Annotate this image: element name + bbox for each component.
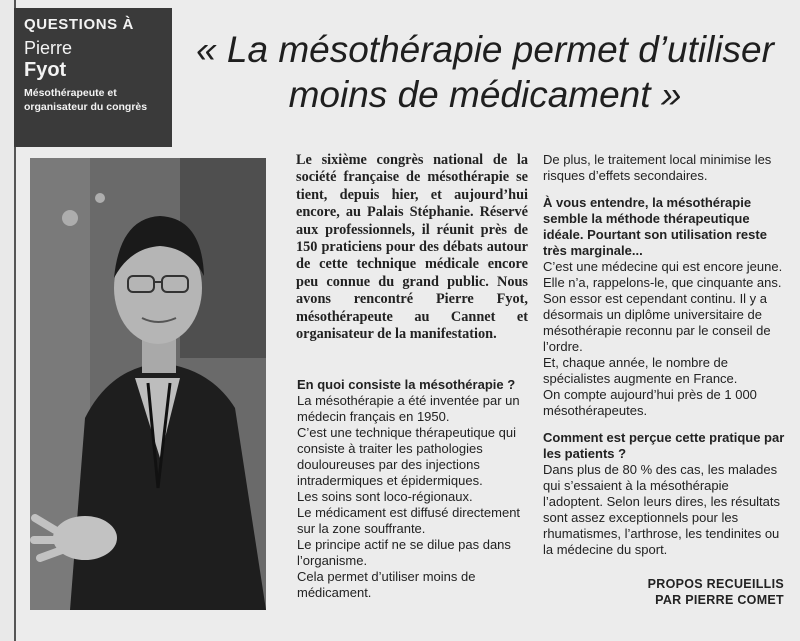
answer-1-paragraph: Cela permet d’utiliser moins de médicament.: [297, 569, 476, 600]
answer-1-paragraph: De plus, le traitement local minimise les risques d’effets secondaires.: [543, 152, 772, 183]
question-3: Comment est perçue cette pratique par les patients ?: [543, 430, 785, 461]
question-2: À vous entendre, la mésothérapie semble la méthode thérapeutique idéale. Pourtant son utilisation reste très marginale...: [543, 195, 767, 258]
answer-2-paragraph: C’est une médecine qui est encore jeune. Elle n’a, rappelons-le, que cinquante ans. Son essor est cependant continu. Il y a désormais un diplôme universitaire de mésothérapie reconnu par le conseil de l’ordre.: [543, 259, 783, 354]
portrait-illustration: [30, 158, 266, 610]
portrait-photo: [30, 158, 266, 610]
answer-1-paragraph: La mésothérapie a été inventée par un médecin français en 1950.: [297, 393, 520, 424]
right-column: [543, 152, 787, 558]
answer-1-paragraph: Le médicament est diffusé directement sur la zone souffrante.: [297, 505, 521, 536]
credit-line-2: PAR PIERRE COMET: [655, 593, 784, 607]
tag-title: QUESTIONS À: [24, 16, 134, 33]
interviewee-role: Mésothérapeute et organisateur du congrès: [24, 87, 148, 113]
answer-1-paragraph: C’est une technique thérapeutique qui consiste à traiter les pathologies douloureuses par des injections intradermiques et épidermiques.: [297, 425, 516, 488]
article-headline: « La mésothérapie permet d’utiliser moins de médicament »: [196, 29, 774, 115]
left-column: [297, 377, 529, 601]
credit-line-1: PROPOS RECUEILLIS: [647, 577, 784, 591]
answer-3-paragraph: Dans plus de 80 % des cas, les malades qui s’essaient à la mésothérapie l’adoptent. Selon leurs dires, les résultats sont assez exceptionnels pour les rhumatismes, l’arthrose, les tendinites ou la médecine du sport.: [543, 462, 781, 557]
question-1: En quoi consiste la mésothérapie ?: [297, 377, 516, 392]
answer-2-paragraph: On compte aujourd’hui près de 1 000 mésothérapeutes.: [543, 387, 757, 418]
questions-tag-box: [14, 8, 172, 147]
answer-2-paragraph: Et, chaque année, le nombre de spécialistes augmente en France.: [543, 355, 738, 386]
article-intro: Le sixième congrès national de la société française de mésothérapie se tient, depuis hier, et aujourd’hui encore, au Palais Stéphanie. Réservé aux professionnels, il réunit près de 150 praticiens pour des débats autour de cette technique médicale encore peu connue du grand public. Nous avons rencontré Pierre Fyot, mésothérapeute au Cannet et organisateur de la manifestation.: [296, 152, 528, 343]
answer-1-paragraph: Le principe actif ne se dilue pas dans l’organisme.: [297, 537, 511, 568]
interviewee-last-name: Fyot: [24, 59, 67, 81]
article-credit: [648, 576, 784, 608]
interviewee-first-name: Pierre: [24, 38, 73, 58]
answer-1-paragraph: Les soins sont loco-régionaux.: [297, 489, 473, 504]
